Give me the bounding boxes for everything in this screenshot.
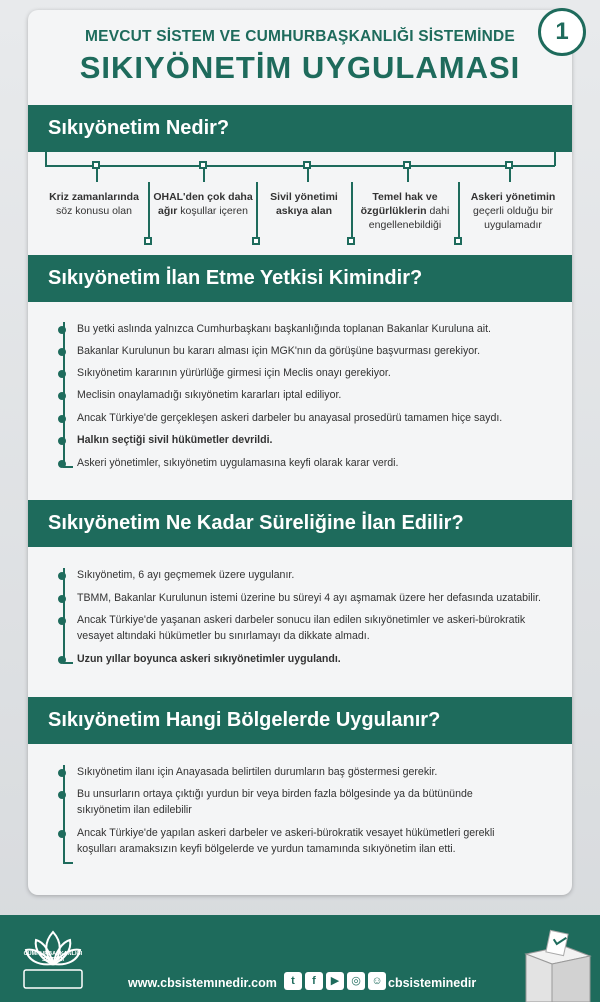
section-heading-band (28, 697, 572, 744)
header-title: SIKIYÖNETİM UYGULAMASI (79, 50, 521, 85)
list-item: Halkın seçtiği sivil hükümetler devrildi. (58, 433, 558, 448)
list-item: Bakanlar Kurulunun bu kararı alması için MGK'nın da görüşüne başvurması gerekiyor. (58, 344, 558, 359)
snapchat-icon[interactable]: ☺ (368, 972, 386, 990)
timeline-node (92, 161, 100, 169)
timeline-node (199, 161, 207, 169)
list-item: Sıkıyönetim ilanı için Anayasada belirtilen durumların baş göstermesi gerekir. (58, 765, 558, 780)
section-heading: Sıkıyönetim Ne Kadar Süreliğine İlan Edilir? (48, 512, 464, 534)
timeline-item: Askeri yönetimin geçerli olduğu bir uygulamadır (470, 191, 556, 231)
timeline-item: Temel hak ve özgürlüklerin dahi engellenebildiği (360, 191, 450, 231)
timeline-item: Sivil yönetimi askıya alan (270, 191, 338, 217)
list-item: Ancak Türkiye'de yaşanan askeri darbeler sonucu ilan edilen sıkıyönetimler ve askeri-bürokratik (58, 613, 558, 628)
timeline-node (303, 161, 311, 169)
ballot-box-icon (520, 928, 594, 1002)
social-handle: cbsisteminedir (388, 976, 477, 990)
timeline-node (252, 237, 260, 245)
website-link[interactable]: www.cbsistemınedir.com (128, 976, 277, 990)
section-heading: Sıkıyönetim Nedir? (48, 117, 230, 139)
list-item-continued: koşulları aramaksızın keyfi bölgelerde ve yurdun tamamında sıkıyönetim ilan etti. (77, 843, 456, 855)
section-heading: Sıkıyönetim İlan Etme Yetkisi Kimindir? (48, 267, 423, 289)
timeline-item: OHAL'den çok daha ağır koşullar içeren (153, 191, 253, 217)
timeline-node (454, 237, 462, 245)
timeline-connector (554, 152, 556, 166)
header-subtitle: MEVCUT SİSTEM VE CUMHURBAŞKANLIĞI SİSTEMİNDE (85, 28, 515, 45)
list-item: Ancak Türkiye'de yapılan askeri darbeler ve askeri-bürokratik vesayet hükümetleri gerekli (58, 826, 558, 841)
page-number-badge: 1 (538, 8, 586, 56)
section-heading-band (28, 255, 572, 302)
list-item: Bu yetki aslında yalnızca Cumhurbaşkanı başkanlığında toplanan Bakanlar Kuruluna ait. (58, 322, 558, 337)
timeline-node (505, 161, 513, 169)
timeline-line (45, 165, 555, 167)
section-heading: Sıkıyönetim Hangi Bölgelerde Uygulanır? (48, 709, 441, 731)
list-item: TBMM, Bakanlar Kurulunun istemi üzerine bu süreyi 4 ayı aşmamak üzere her defasında uzatabilir. (58, 591, 558, 606)
timeline-node (403, 161, 411, 169)
timeline-connector (45, 152, 47, 166)
timeline-item: Kriz zamanlarında söz konusu olan (49, 191, 139, 217)
timeline-node (144, 237, 152, 245)
list-item-continued: vesayet altındaki hükümetler bu sınırlamayı da dikkate almadı. (77, 630, 370, 642)
list-item: Sıkıyönetim, 6 ayı geçmemek üzere uygulanır. (58, 568, 558, 583)
timeline-node (347, 237, 355, 245)
list-item: Uzun yıllar boyunca askeri sıkıyönetimler uygulandı. (58, 652, 558, 667)
section-heading-band (28, 105, 572, 152)
twitter-icon[interactable]: t (284, 972, 302, 990)
list-item: Meclisin onaylamadığı sıkıyönetim kararları iptal ediliyor. (58, 388, 558, 403)
list-item: Ancak Türkiye'de gerçekleşen askeri darbeler bu anayasal prosedürü tamamen hiçe saydı. (58, 411, 558, 426)
instagram-icon[interactable]: ◎ (347, 972, 365, 990)
bullet-rail-end (63, 862, 73, 864)
facebook-icon[interactable]: f (305, 972, 323, 990)
list-item-continued: sıkıyönetim ilan edilebilir (77, 804, 192, 816)
section-heading-band (28, 500, 572, 547)
list-item: Askeri yönetimler, sıkıyönetim uygulamasına keyfi olarak karar verdi. (58, 456, 558, 471)
youtube-icon[interactable]: ▶ (326, 972, 344, 990)
list-item: Sıkıyönetim kararının yürürlüğe girmesi için Meclis onayı gerekiyor. (58, 366, 558, 381)
list-item: Bu unsurların ortaya çıktığı yurdun bir veya birden fazla bölgesinde ya da bütününde (58, 787, 558, 802)
logo-caption: CUMHURBAŞKANLIĞI SİSTEMİ (23, 951, 83, 963)
